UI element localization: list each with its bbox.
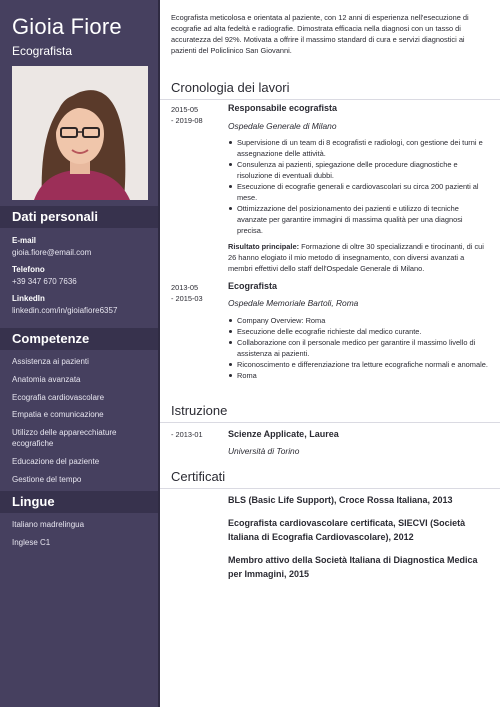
linkedin-value: linkedin.com/in/gioiafiore6357 xyxy=(12,306,118,315)
profile-summary: Ecografista meticolosa e orientata al paziente, con 12 anni di esperienza nell'esecuzione di ecografie ad alta fedeltà e radiografie. Dimostrata efficacia nella diagnosi con un tasso di accuratezza del 92%. Motivata a offrire il massimo standard di cura e servizi diagnostici ai pazienti del Policlinico San Giovanni. xyxy=(171,13,469,55)
list-item: Esecuzione delle ecografie richieste dal medico curante. xyxy=(228,326,490,337)
certificate-item: Membro attivo della Società Italiana di Diagnostica Medica per Immagini, 2015 xyxy=(228,555,478,579)
job-date-start: 2013-05 xyxy=(171,283,199,292)
key-result-text: Formazione di oltre 30 specializzandi e tirocinanti, di cui 26 hanno elogiato il mio metodo di insegnamento, con diversi avanzati a membri effettivi dello staff dell'Ospedale Generale di Milano. xyxy=(228,242,484,273)
personal-info-heading: Dati personali xyxy=(0,206,160,228)
experience-heading: Cronologia dei lavori xyxy=(160,78,500,100)
languages-heading: Lingue xyxy=(0,491,160,513)
email-label: E-mail xyxy=(12,236,37,245)
skill-item: Empatia e comunicazione xyxy=(12,410,104,419)
skills-heading: Competenze xyxy=(0,328,160,350)
list-item: Company Overview: Roma xyxy=(228,315,490,326)
certificate-item: Ecografista cardiovascolare certificata, SIECVI (Società Italiana di Ecografia Cardiovascolare), 2012 xyxy=(228,518,466,542)
list-item: Roma xyxy=(228,370,490,381)
education-heading: Istruzione xyxy=(160,401,500,423)
profile-photo xyxy=(12,66,148,200)
profile-photo-illustration xyxy=(12,66,148,200)
job-date-end: - 2019-08 xyxy=(171,116,203,125)
job-date-start: 2015-05 xyxy=(171,105,199,114)
certificates-heading: Certificati xyxy=(160,467,500,489)
phone-value: +39 347 670 7636 xyxy=(12,277,77,286)
sidebar xyxy=(0,0,160,707)
job-role: Ecografista xyxy=(228,281,278,291)
phone-label: Telefono xyxy=(12,265,45,274)
certificate-item: BLS (Basic Life Support), Croce Rossa Italiana, 2013 xyxy=(228,495,453,505)
candidate-name: Gioia Fiore xyxy=(12,14,122,39)
candidate-title: Ecografista xyxy=(12,44,73,58)
skill-item: Anatomia avanzata xyxy=(12,375,81,384)
list-item: Collaborazione con il personale medico per garantire il massimo livello di assistenza ai pazienti. xyxy=(228,337,490,359)
education-date: - 2013-01 xyxy=(171,430,203,439)
email-value: gioia.fiore@email.com xyxy=(12,248,92,257)
skill-item: Ecografia cardiovascolare xyxy=(12,393,105,402)
job-employer: Ospedale Generale di Milano xyxy=(228,121,337,131)
list-item: Ottimizzazione del posizionamento dei pazienti e utilizzo di tecniche avanzate per garantire immagini di massima qualità per una diagnosi precisa. xyxy=(228,203,490,236)
key-result-label: Risultato principale: xyxy=(228,242,300,251)
list-item: Riconoscimento e differenziazione tra letture ecografiche normali e anomale. xyxy=(228,359,490,370)
education-school: Università di Torino xyxy=(228,446,300,456)
language-item: Italiano madrelingua xyxy=(12,520,85,529)
job-key-result xyxy=(228,241,490,274)
skill-item: Gestione del tempo xyxy=(12,475,82,484)
list-item: Consulenza ai pazienti, spiegazione delle procedure diagnostiche e risoluzione di eventuali dubbi. xyxy=(228,159,490,181)
job-bullets xyxy=(228,315,490,381)
job-date-end: - 2015-03 xyxy=(171,294,203,303)
language-item: Inglese C1 xyxy=(12,538,51,547)
list-item: Esecuzione di ecografie generali e cardiovascolari su circa 200 pazienti al mese. xyxy=(228,181,490,203)
job-bullets xyxy=(228,137,490,236)
skill-item: Educazione del paziente xyxy=(12,457,100,466)
education-degree: Scienze Applicate, Laurea xyxy=(228,429,339,439)
skill-item: Utilizzo delle apparecchiature ecografiche xyxy=(12,428,117,448)
job-role: Responsabile ecografista xyxy=(228,103,338,113)
list-item: Supervisione di un team di 8 ecografisti e radiologi, con gestione dei turni e assegnazione delle attività. xyxy=(228,137,490,159)
linkedin-label: LinkedIn xyxy=(12,294,45,303)
job-employer: Ospedale Memoriale Bartoli, Roma xyxy=(228,298,359,308)
skill-item: Assistenza ai pazienti xyxy=(12,357,89,366)
main-content xyxy=(160,0,500,707)
